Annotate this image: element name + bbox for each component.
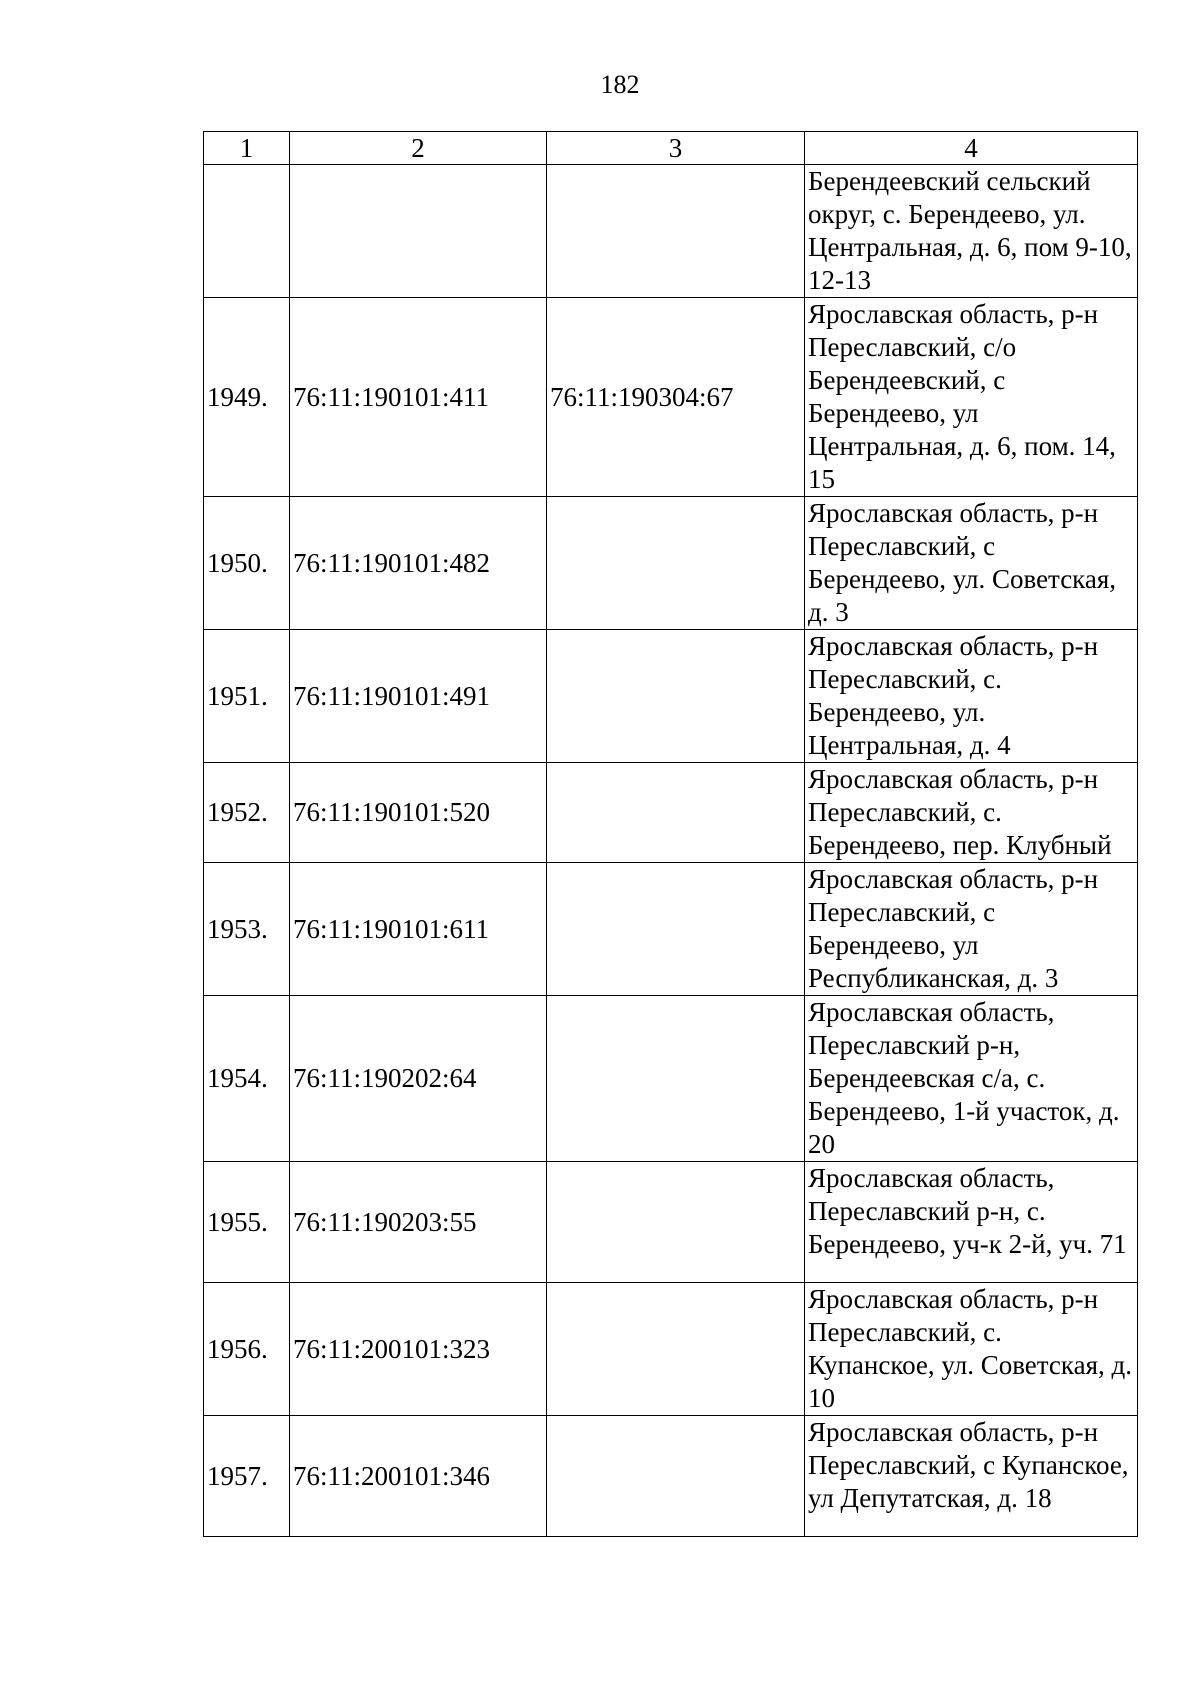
parent-cadastral-number xyxy=(547,165,805,298)
parent-cadastral-number xyxy=(547,863,805,996)
page-number: 182 xyxy=(600,70,640,99)
parent-cadastral-number xyxy=(547,1416,805,1537)
parent-cadastral-number xyxy=(547,1162,805,1283)
cadastral-number: 76:11:200101:323 xyxy=(290,1283,547,1416)
parent-cadastral-number xyxy=(547,996,805,1162)
table-header-row xyxy=(204,132,1138,165)
cadastral-number: 76:11:190101:411 xyxy=(290,298,547,497)
row-number: 1955. xyxy=(204,1162,290,1283)
cadastral-number: 76:11:200101:346 xyxy=(290,1416,547,1537)
parent-cadastral-number xyxy=(547,630,805,763)
parent-cadastral-number: 76:11:190304:67 xyxy=(547,298,805,497)
address: Ярославская область, р-н Переславский, с Берендеево, ул Республиканская, д. 3 xyxy=(805,863,1138,996)
row-number: 1950. xyxy=(204,497,290,630)
column-header-4: 4 xyxy=(805,132,1138,165)
table-row xyxy=(204,1416,1138,1537)
address: Ярославская область, р-н Переславский, с. Берендеево, пер. Клубный xyxy=(805,763,1138,863)
cadastral-number: 76:11:190101:520 xyxy=(290,763,547,863)
address: Ярославская область, р-н Переславский, с. Купанское, ул. Советская, д. 10 xyxy=(805,1283,1138,1416)
table-row xyxy=(204,996,1138,1162)
row-number: 1954. xyxy=(204,996,290,1162)
cadastral-number xyxy=(290,165,547,298)
row-number xyxy=(204,165,290,298)
column-header-2: 2 xyxy=(290,132,547,165)
row-number: 1956. xyxy=(204,1283,290,1416)
table-row xyxy=(204,1162,1138,1283)
address: Ярославская область, р-н Переславский, с Купанское, ул Депутатская, д. 18 xyxy=(805,1416,1138,1537)
cadastral-number: 76:11:190101:491 xyxy=(290,630,547,763)
address: Берендеевский сельский округ, с. Берендеево, ул. Центральная, д. 6, пом 9-10, 12-13 xyxy=(805,165,1138,298)
cadastral-number: 76:11:190101:482 xyxy=(290,497,547,630)
address: Ярославская область, Переславский р-н, Берендеевская с/а, с. Берендеево, 1-й участок, д. 20 xyxy=(805,996,1138,1162)
cadastral-number: 76:11:190203:55 xyxy=(290,1162,547,1283)
table-row xyxy=(204,497,1138,630)
row-number: 1953. xyxy=(204,863,290,996)
address: Ярославская область, р-н Переславский, с Берендеево, ул. Советская, д. 3 xyxy=(805,497,1138,630)
parent-cadastral-number xyxy=(547,497,805,630)
table-row xyxy=(204,1283,1138,1416)
parent-cadastral-number xyxy=(547,1283,805,1416)
address: Ярославская область, р-н Переславский, с. Берендеево, ул. Центральная, д. 4 xyxy=(805,630,1138,763)
registry-table xyxy=(203,131,1138,1537)
table-row xyxy=(204,630,1138,763)
row-number: 1949. xyxy=(204,298,290,497)
row-number: 1951. xyxy=(204,630,290,763)
column-header-3: 3 xyxy=(547,132,805,165)
row-number: 1952. xyxy=(204,763,290,863)
cadastral-number: 76:11:190101:611 xyxy=(290,863,547,996)
row-number: 1957. xyxy=(204,1416,290,1537)
address: Ярославская область, р-н Переславский, с/о Берендеевский, с Берендеево, ул Центральная, д. 6, пом. 14, 15 xyxy=(805,298,1138,497)
table-row xyxy=(204,763,1138,863)
cadastral-number: 76:11:190202:64 xyxy=(290,996,547,1162)
address: Ярославская область, Переславский р-н, с. Берендеево, уч-к 2-й, уч. 71 xyxy=(805,1162,1138,1283)
column-header-1: 1 xyxy=(204,132,290,165)
parent-cadastral-number xyxy=(547,763,805,863)
table-row xyxy=(204,298,1138,497)
table-row xyxy=(204,165,1138,298)
table-row xyxy=(204,863,1138,996)
